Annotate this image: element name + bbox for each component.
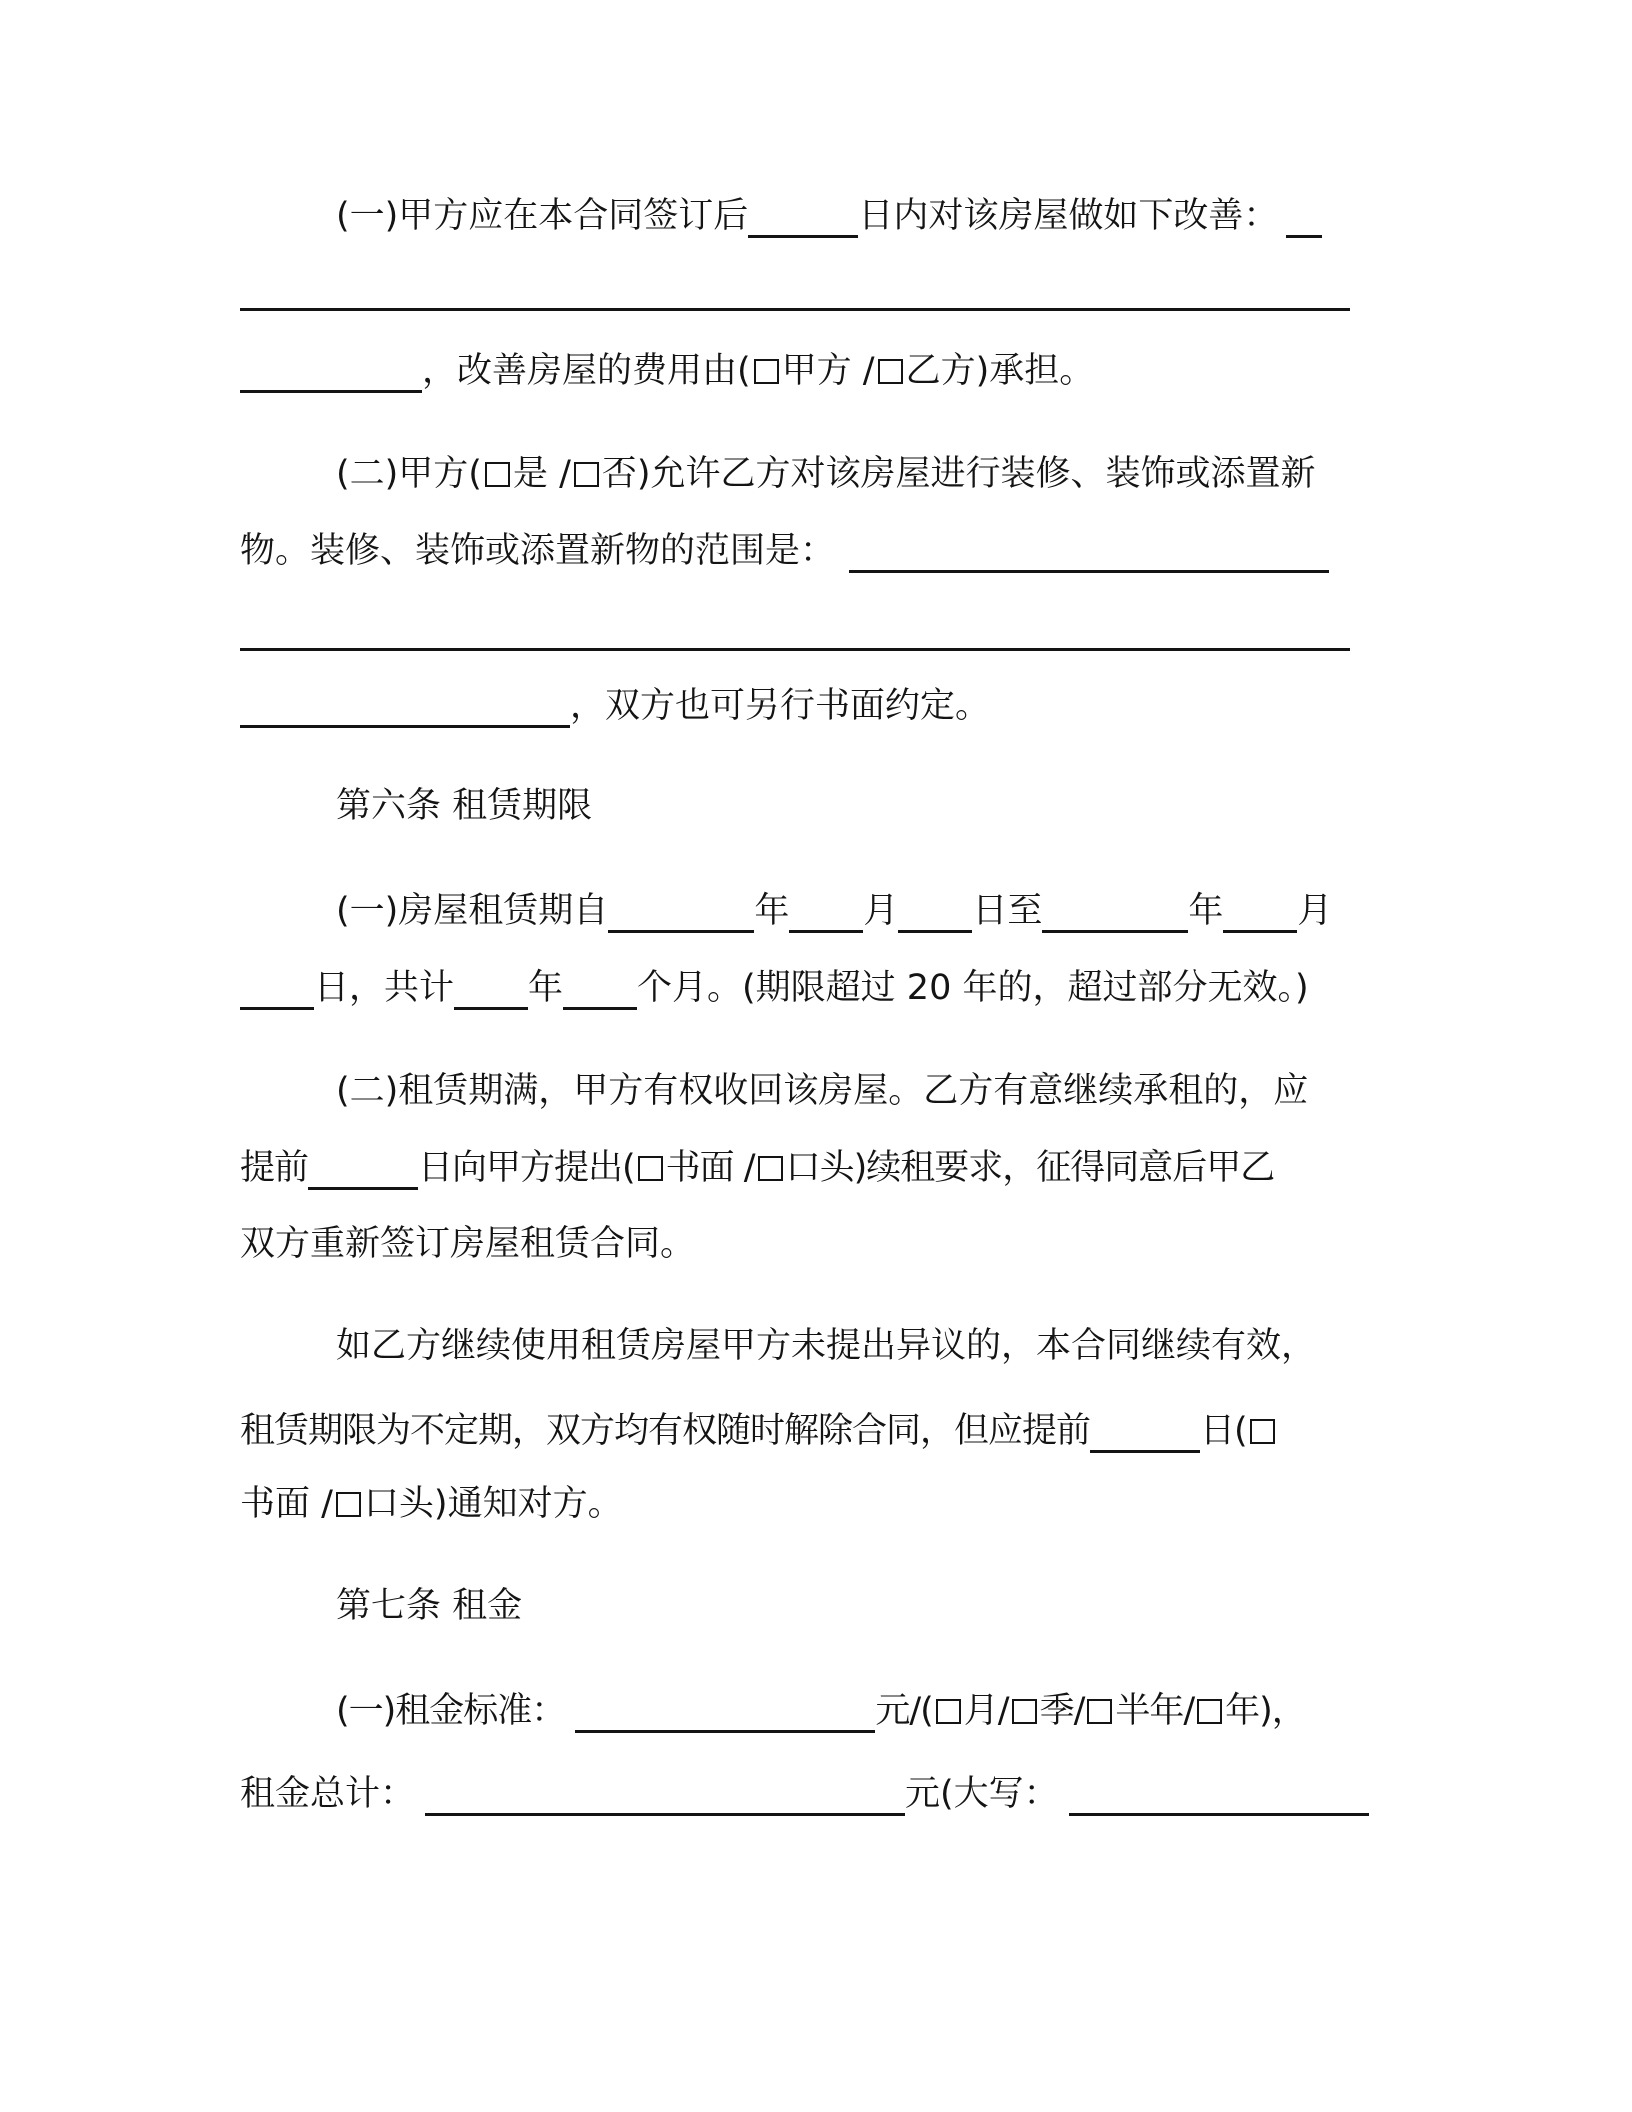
improvement-blank-line[interactable] — [240, 308, 1350, 311]
clause-5-2-line-3 — [240, 680, 1392, 732]
clause-6-3-line-2 — [240, 1405, 1392, 1457]
end-day-blank[interactable] — [240, 967, 314, 1010]
text: (一)甲方应在本合同签订后 — [336, 196, 749, 236]
improvement-blank-start[interactable] — [1286, 195, 1322, 238]
clause-7-1-line-1 — [336, 1685, 1392, 1737]
text: 日向甲方提出( — [418, 1148, 635, 1188]
text: 日，共计 — [314, 968, 455, 1008]
clause-6-2-line-2 — [240, 1142, 1392, 1194]
checkbox-monthly[interactable] — [936, 1699, 961, 1724]
article-7-heading: 第七条 租金 — [336, 1586, 523, 1626]
checkbox-half-year[interactable] — [1087, 1699, 1112, 1724]
clause-6-2-line-1 — [336, 1065, 1392, 1117]
article-7-title — [336, 1580, 1392, 1632]
end-month-blank[interactable] — [1223, 890, 1297, 933]
clause-5-1-line-2 — [240, 345, 1392, 397]
text: (一)房屋租赁期自 — [336, 891, 609, 931]
text: 日内对该房屋做如下改善： — [858, 196, 1279, 236]
text: 年 — [754, 891, 790, 931]
checkbox-party-b[interactable] — [878, 359, 903, 384]
clause-6-3-line-1 — [336, 1320, 1392, 1372]
text: (二)甲方( — [336, 454, 482, 494]
clause-6-1-line-1 — [336, 885, 1392, 937]
clause-6-2-line-3 — [240, 1218, 1392, 1270]
renewal-days-blank[interactable] — [308, 1147, 418, 1190]
text: 元/( — [875, 1691, 933, 1731]
text: 口头)续租要求，征得同意后甲乙 — [785, 1148, 1275, 1188]
start-day-blank[interactable] — [898, 890, 972, 933]
checkbox-yes[interactable] — [485, 462, 510, 487]
text: 元(大写： — [905, 1774, 1059, 1814]
text: 租金总计： — [240, 1774, 416, 1814]
text: 提前 — [240, 1148, 309, 1188]
text: 乙方)承担。 — [905, 351, 1095, 391]
text: 双方重新签订房屋租赁合同。 — [240, 1224, 696, 1264]
text: 年)， — [1225, 1691, 1306, 1731]
scope-blank-end[interactable] — [240, 685, 570, 728]
text: 租赁期限为不定期，双方均有权随时解除合同，但应提前 — [240, 1411, 1091, 1451]
text: 是 / — [512, 454, 571, 494]
start-month-blank[interactable] — [789, 890, 863, 933]
text: 否)允许乙方对该房屋进行装修、装饰或添置新 — [601, 454, 1316, 494]
start-year-blank[interactable] — [608, 890, 754, 933]
text: 物。装修、装饰或添置新物的范围是： — [240, 531, 836, 571]
text: 季/ — [1039, 1691, 1085, 1731]
clause-6-1-line-2 — [240, 962, 1392, 1014]
rent-standard-blank[interactable] — [575, 1690, 875, 1733]
total-months-blank[interactable] — [563, 967, 637, 1010]
checkbox-quarterly[interactable] — [1012, 1699, 1037, 1724]
days-blank[interactable] — [748, 195, 858, 238]
text: 书面 / — [665, 1148, 755, 1188]
text: 口头)通知对方。 — [363, 1484, 623, 1524]
checkbox-oral[interactable] — [758, 1156, 783, 1181]
clause-5-2-line-2 — [240, 525, 1392, 577]
clause-5-2-line-1 — [336, 448, 1392, 500]
text: ，改善房屋的费用由( — [422, 351, 751, 391]
text: 年 — [1188, 891, 1224, 931]
checkbox-no[interactable] — [574, 462, 599, 487]
text: 日至 — [972, 891, 1043, 931]
clause-7-1-line-2 — [240, 1768, 1392, 1820]
rent-total-uppercase-blank[interactable] — [1069, 1773, 1369, 1816]
article-6-heading: 第六条 租赁期限 — [336, 786, 593, 826]
text: 甲方 / — [781, 351, 875, 391]
checkbox-notice-oral[interactable] — [336, 1492, 361, 1517]
end-year-blank[interactable] — [1042, 890, 1188, 933]
text: 日( — [1200, 1411, 1247, 1451]
text: 月 — [863, 891, 899, 931]
total-years-blank[interactable] — [454, 967, 528, 1010]
notice-days-blank[interactable] — [1090, 1410, 1200, 1453]
checkbox-written[interactable] — [638, 1156, 663, 1181]
text: 如乙方继续使用租赁房屋甲方未提出异议的，本合同继续有效， — [336, 1326, 1317, 1366]
checkbox-yearly[interactable] — [1197, 1699, 1222, 1724]
checkbox-notice-written[interactable] — [1250, 1419, 1275, 1444]
scope-blank[interactable] — [849, 530, 1329, 573]
text: 半年/ — [1115, 1691, 1195, 1731]
text: 书面 / — [240, 1484, 333, 1524]
article-6-title — [336, 780, 1392, 832]
text: ，双方也可另行书面约定。 — [570, 686, 991, 726]
checkbox-party-a[interactable] — [754, 359, 779, 384]
improvement-blank-end[interactable] — [240, 350, 422, 393]
text: 月 — [1297, 891, 1333, 931]
clause-5-1-line-1 — [336, 190, 1392, 242]
clause-6-3-line-3 — [240, 1478, 1392, 1530]
text: (一)租金标准： — [336, 1691, 566, 1731]
text: 个月。(期限超过 20 年的，超过部分无效。) — [637, 968, 1309, 1008]
scope-blank-line[interactable] — [240, 648, 1350, 651]
text: 年 — [528, 968, 564, 1008]
rent-total-blank[interactable] — [425, 1773, 905, 1816]
text: 月/ — [963, 1691, 1009, 1731]
text: (二)租赁期满，甲方有权收回该房屋。乙方有意继续承租的，应 — [336, 1071, 1309, 1111]
